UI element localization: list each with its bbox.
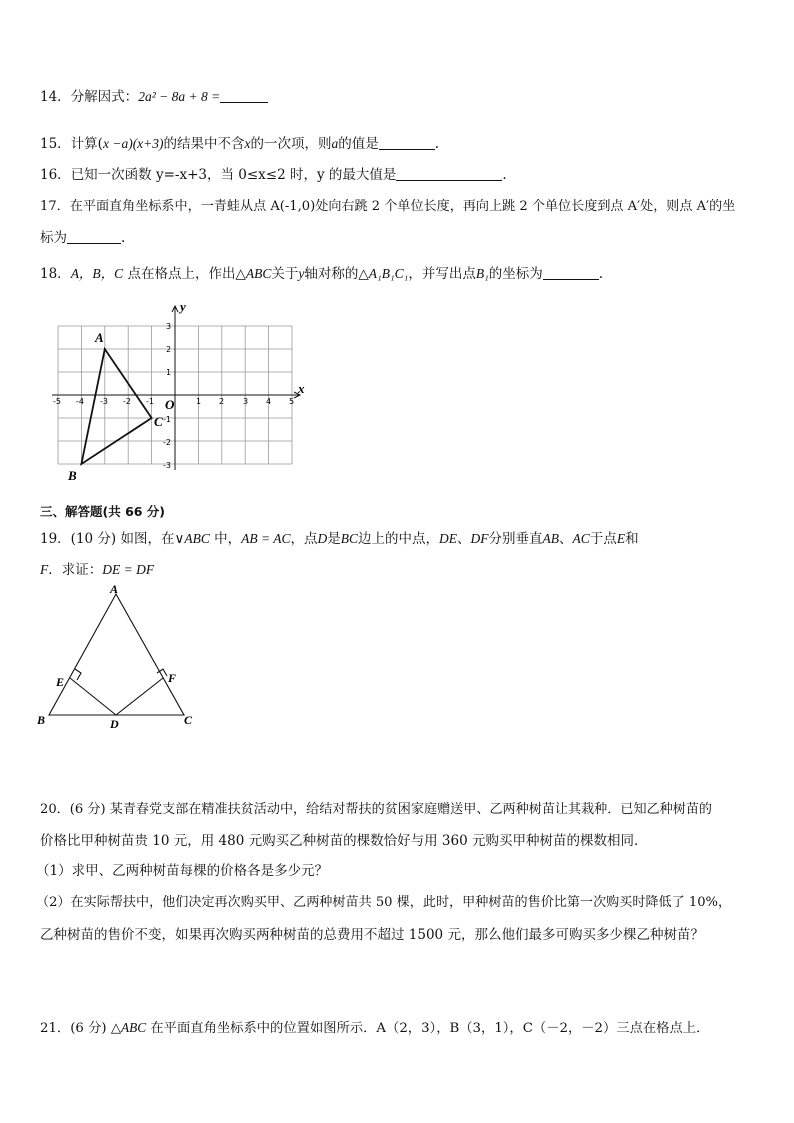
question-20-part1: （1）求甲、乙两种树苗每棵的价格各是多少元？ <box>36 863 329 879</box>
y-axis-label: y <box>180 299 186 314</box>
triangle-abc <box>49 594 184 715</box>
question-16: 16．已知一次函数 y=-x+3，当 0≤x≤2 时，y 的最大值是 . <box>40 167 507 183</box>
x-tick-label: -1 <box>146 397 154 406</box>
question-20-part2-line2: 乙种树苗的售价不变，如果再次购买两种树苗的总费用不超过 1500 元，那么他们最多可购买多少棵乙种树苗？ <box>40 927 704 943</box>
x-tick-label: 2 <box>219 397 225 406</box>
question-17-line1: 17．在平面直角坐标系中，一青蛙从点 A(-1,0)处向右跳 2 个单位长度，再向上跳 2 个单位长度到点 A′处，则点 A′的坐 <box>40 199 736 214</box>
vertex-b-label: B <box>37 713 46 727</box>
question-19-line1: 19．(10 分) 如图，在∨ABC 中，AB = AC，点D是BC边上的中点，DE、DF分别垂直AB、AC于点E和 <box>40 531 639 547</box>
answer-blank-18[interactable] <box>543 265 599 280</box>
right-angle-mark-e <box>75 669 81 680</box>
question-20-line1: 20．(6 分) 某青春党支部在精准扶贫活动中，给结对帮扶的贫困家庭赠送甲、乙两种树苗让其栽种．已知乙种树苗的 <box>40 802 713 817</box>
x-axis-label: x <box>298 381 305 396</box>
question-21: 21．(6 分) △ABC 在平面直角坐标系中的位置如图所示．A（2，3），B（3，1），C（－2，－2）三点在格点上． <box>40 1020 710 1036</box>
x-tick-label: 1 <box>196 397 202 406</box>
x-tick-label: -3 <box>100 397 108 406</box>
y-tick-label: -1 <box>163 415 171 424</box>
question-17-line2: 标为 . <box>40 230 126 246</box>
q14-expression: 2a² − 8a + 8 = <box>138 89 221 104</box>
x-tick-label: 4 <box>266 397 272 406</box>
axes <box>52 306 300 470</box>
question-18: 18．A，B，C 点在格点上，作出△ABC关于y轴对称的△A₁B₁C₁，并写出点B₁的坐标为 . <box>40 266 604 282</box>
segment-de <box>70 678 116 715</box>
x-tick-label: 5 <box>289 397 295 406</box>
segment-df <box>116 678 163 715</box>
vertex-c-label: C <box>184 713 193 727</box>
y-tick-label: -3 <box>163 461 171 470</box>
question-20-line2: 价格比甲种树苗贵 10 元，用 480 元购买乙种树苗的棵数恰好与用 360 元购买甲种树苗的棵数相同． <box>40 833 648 849</box>
y-tick-label: 1 <box>166 368 172 377</box>
question-19-line2: F．求证：DE = DF <box>40 562 155 578</box>
point-a-label: A <box>95 330 104 345</box>
triangle-abc <box>81 349 151 464</box>
point-e-label: E <box>56 675 65 689</box>
section-3-title: 三、解答题(共 66 分) <box>40 504 166 519</box>
point-b-label: B <box>68 468 77 483</box>
answer-blank-15[interactable] <box>379 135 435 150</box>
vertex-a-label: A <box>110 582 119 596</box>
point-f-label: F <box>168 671 177 685</box>
answer-blank-16[interactable] <box>396 166 502 181</box>
answer-blank-17[interactable] <box>67 229 121 244</box>
x-tick-label: -2 <box>123 397 131 406</box>
y-tick-labels <box>163 322 171 470</box>
y-tick-label: 2 <box>166 345 172 354</box>
isosceles-triangle-figure <box>34 582 204 732</box>
y-tick-label: -2 <box>163 438 171 447</box>
point-d-label: D <box>110 717 119 731</box>
question-20-part2-line1: （2）在实际帮扶中，他们决定再次购买甲、乙两种树苗共 50 棵，此时，甲种树苗的售价比第一次购买时降低了 10%， <box>36 895 732 910</box>
coordinate-grid-figure <box>48 298 310 488</box>
origin-label: O <box>165 397 175 412</box>
answer-blank-14[interactable] <box>220 88 268 103</box>
question-15: 15．计算(x −a)(x+3)的结果中不含x的一次项，则a的值是 . <box>40 136 440 152</box>
x-tick-label: -5 <box>53 397 61 406</box>
y-tick-label: 3 <box>166 322 172 331</box>
point-c-label: C <box>154 414 163 429</box>
question-14: 14．分解因式：2a² − 8a + 8 = <box>40 88 268 106</box>
x-tick-label: 3 <box>243 397 249 406</box>
x-tick-label: -4 <box>76 397 84 406</box>
